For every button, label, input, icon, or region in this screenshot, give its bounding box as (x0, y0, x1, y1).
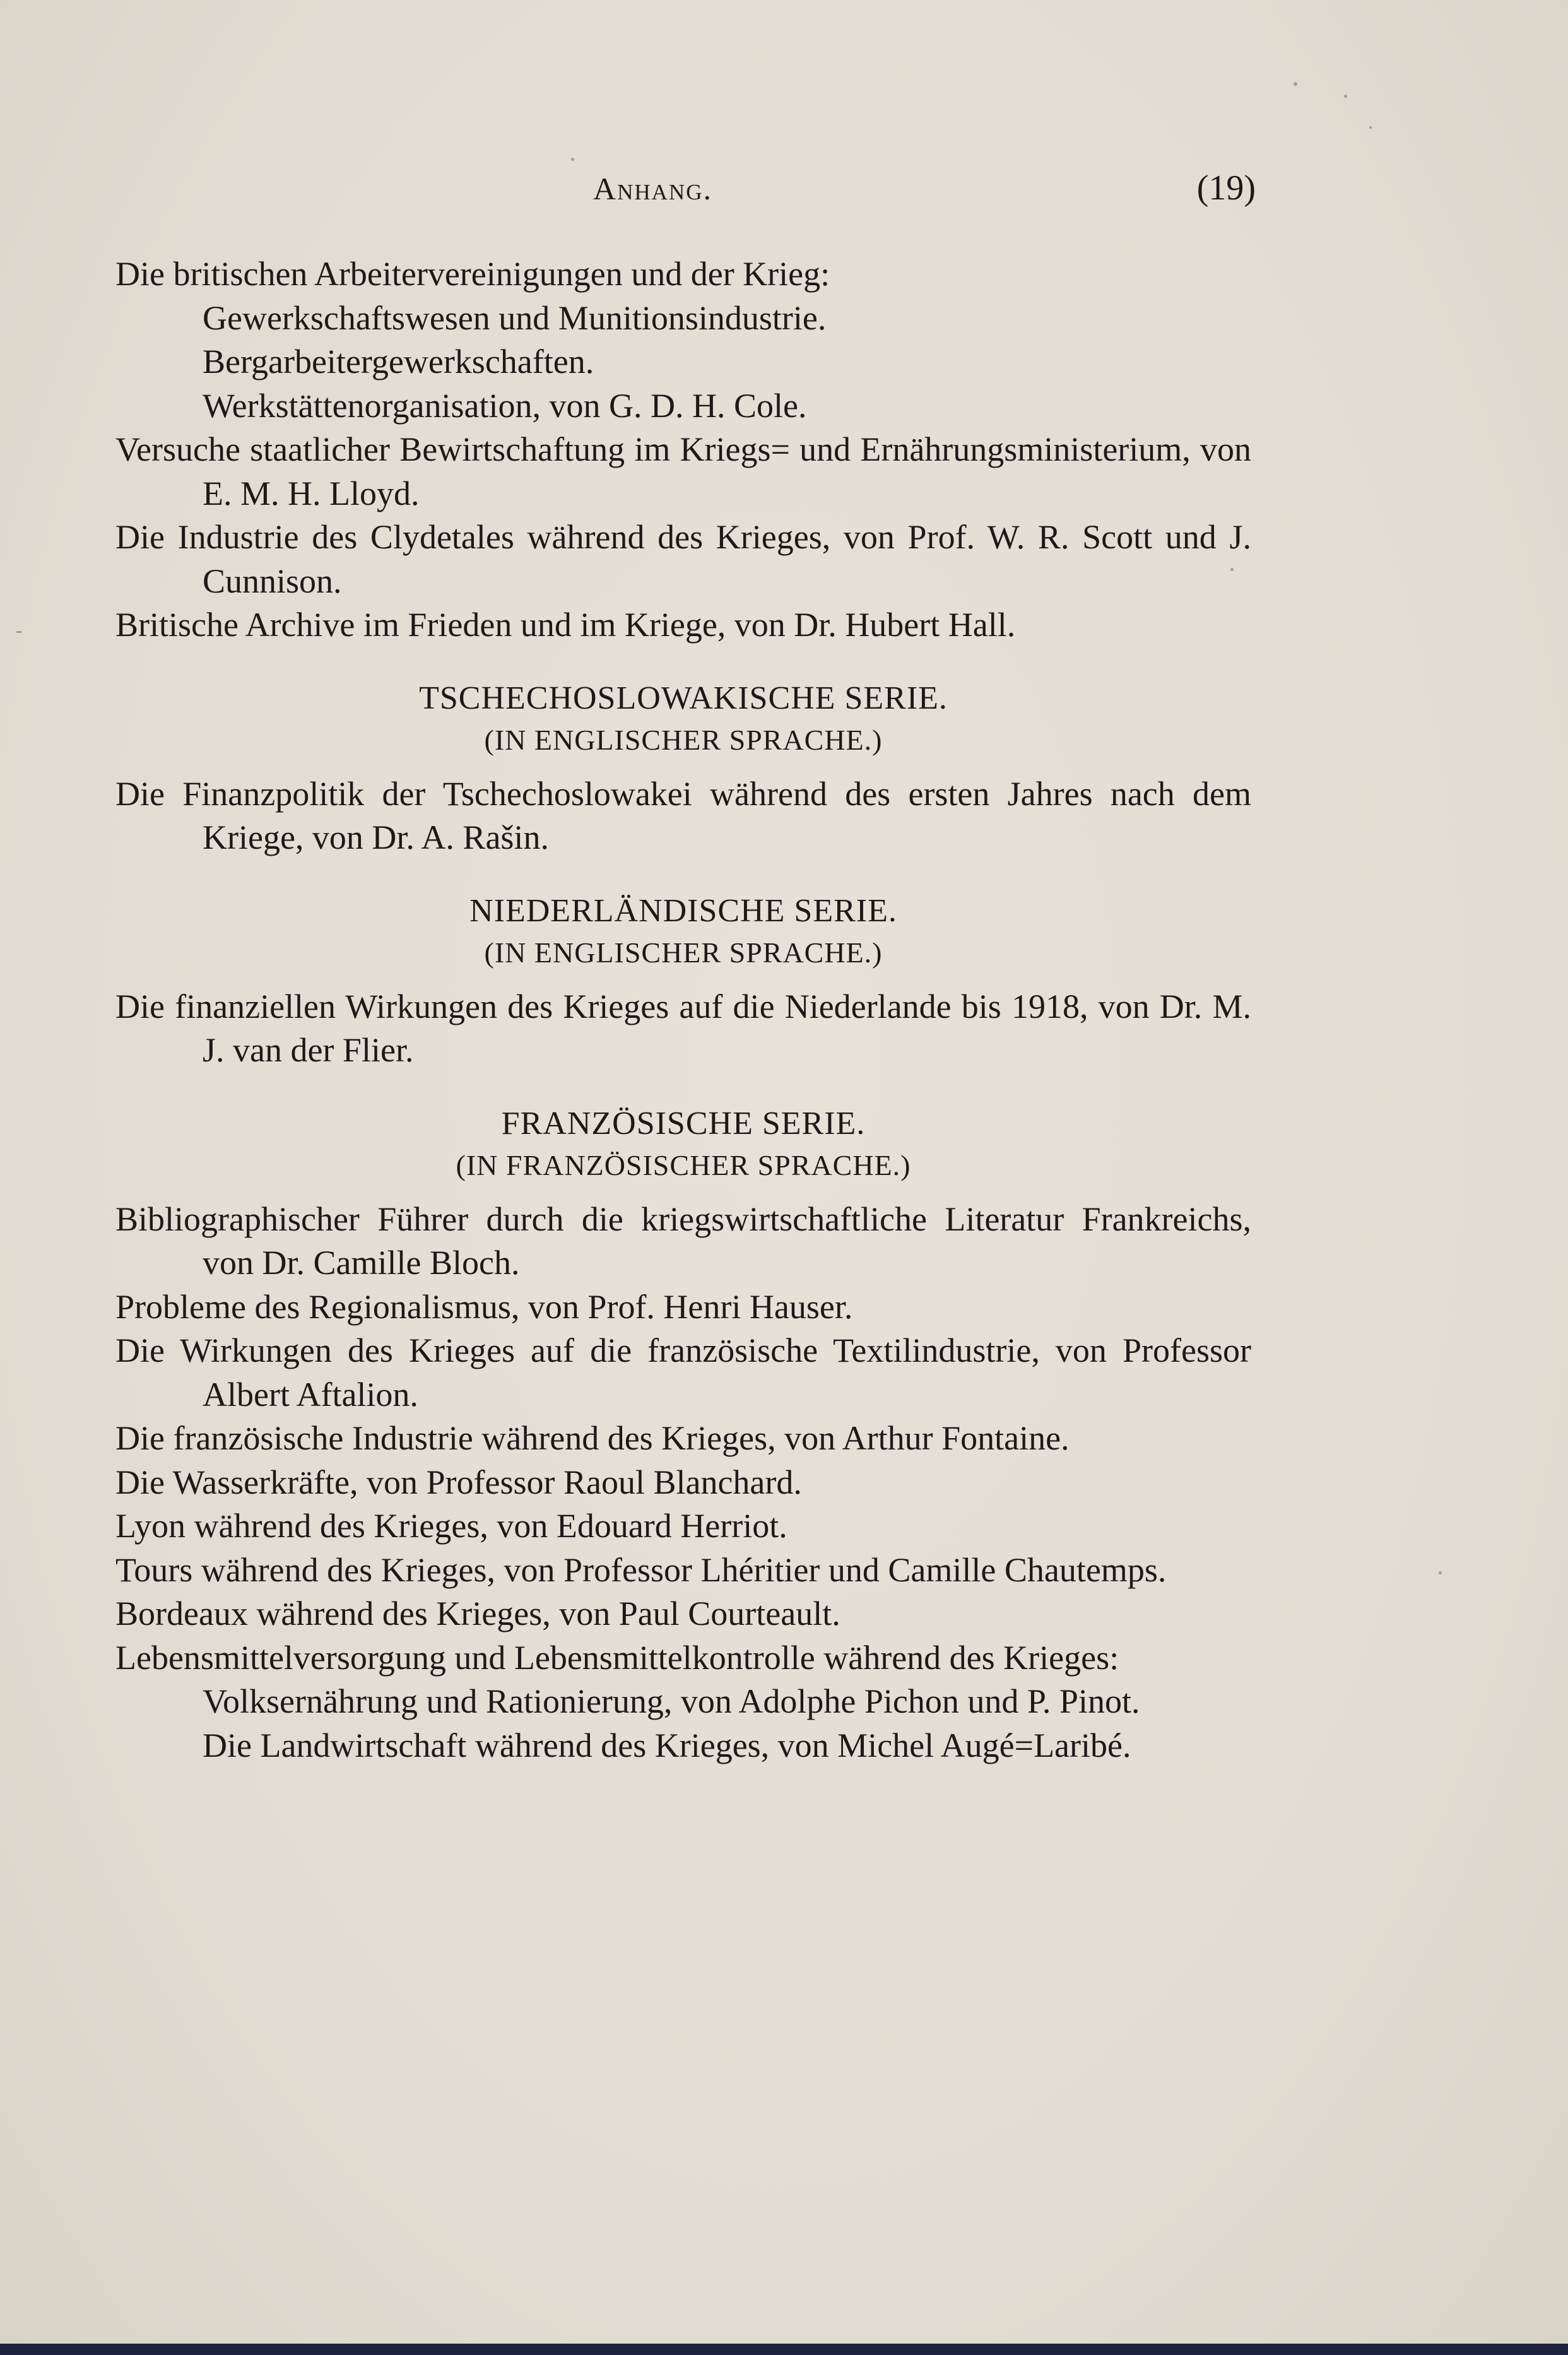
list-item: Die Wasserkräfte, von Professor Raoul Blanchard. (115, 1463, 802, 1501)
list-item: Britische Archive im Frieden und im Kriege, von Dr. Hubert Hall. (115, 606, 1016, 644)
list-subitem: Volksernährung und Rationierung, von Adolphe Pichon und P. Pinot. (203, 1682, 1140, 1720)
list-item: Versuche staatlicher Bewirtschaftung im Kriegs= und Ernährungsministerium, von E. M. H. Lloyd. (115, 430, 1251, 512)
section-language: (IN ENGLISCHER SPRACHE.) (484, 936, 883, 969)
list-item: Die finanziellen Wirkungen des Krieges auf die Niederlande bis 1918, von Dr. M. J. van der Flier. (115, 987, 1251, 1069)
list-subitem: Werkstättenorganisation, von G. D. H. Cole. (203, 386, 807, 425)
list-item: Bordeaux während des Krieges, von Paul Courteault. (115, 1595, 840, 1632)
list-item: Die französische Industrie während des Krieges, von Arthur Fontaine. (115, 1419, 1070, 1457)
paper-speck (1230, 568, 1234, 571)
list-subitem: Gewerkschaftswesen und Munitionsindustrie. (203, 298, 827, 337)
list-item: Die Finanzpolitik der Tschechoslowakei während des ersten Jahres nach dem Kriege, von Dr. A. Rašin. (115, 774, 1251, 856)
page-content (115, 252, 1251, 1768)
list-item: Bibliographischer Führer durch die kriegswirtschaftliche Literatur Frankreichs, von Dr. Camille Bloch. (115, 1200, 1251, 1282)
section-title-czechoslovak: TSCHECHOSLOWAKISCHE SERIE. (419, 680, 948, 716)
paper-speck (571, 158, 574, 161)
paper-speck (16, 631, 22, 633)
section-title-french: FRANZÖSISCHE SERIE. (501, 1105, 866, 1142)
header-title: Anhang. (593, 171, 712, 206)
list-item: Tours während des Krieges, von Professor Lhéritier und Camille Chautemps. (115, 1550, 1167, 1589)
paper-speck (1294, 82, 1297, 86)
list-item: Die Industrie des Clydetales während des Krieges, von Prof. W. R. Scott und J. Cunnison. (115, 518, 1251, 600)
scan-edge (0, 2344, 1568, 2355)
section-language: (IN FRANZÖSISCHER SPRACHE.) (456, 1148, 911, 1181)
list-item: Die Wirkungen des Krieges auf die französische Textilindustrie, von Professor Albert Aftalion. (115, 1331, 1251, 1414)
list-subitem: Die Landwirtschaft während des Krieges, von Michel Augé=Laribé. (203, 1726, 1131, 1764)
list-item: Lebensmittelversorgung und Lebensmittelkontrolle während des Krieges: (115, 1638, 1119, 1677)
running-header (593, 170, 1256, 215)
list-item: Probleme des Regionalismus, von Prof. Henri Hauser. (115, 1287, 853, 1326)
paper-speck (1439, 1571, 1442, 1574)
paper-speck (1369, 126, 1372, 129)
paper-speck (1344, 95, 1347, 98)
list-item: Lyon während des Krieges, von Edouard Herriot. (115, 1507, 787, 1545)
section-language: (IN ENGLISCHER SPRACHE.) (484, 723, 883, 756)
section-title-dutch: NIEDERLÄNDISCHE SERIE. (469, 892, 897, 929)
list-item: Die britischen Arbeitervereinigungen und der Krieg: (115, 255, 830, 293)
page-number: (19) (1196, 168, 1256, 208)
list-subitem: Bergarbeitergewerkschaften. (203, 343, 594, 381)
